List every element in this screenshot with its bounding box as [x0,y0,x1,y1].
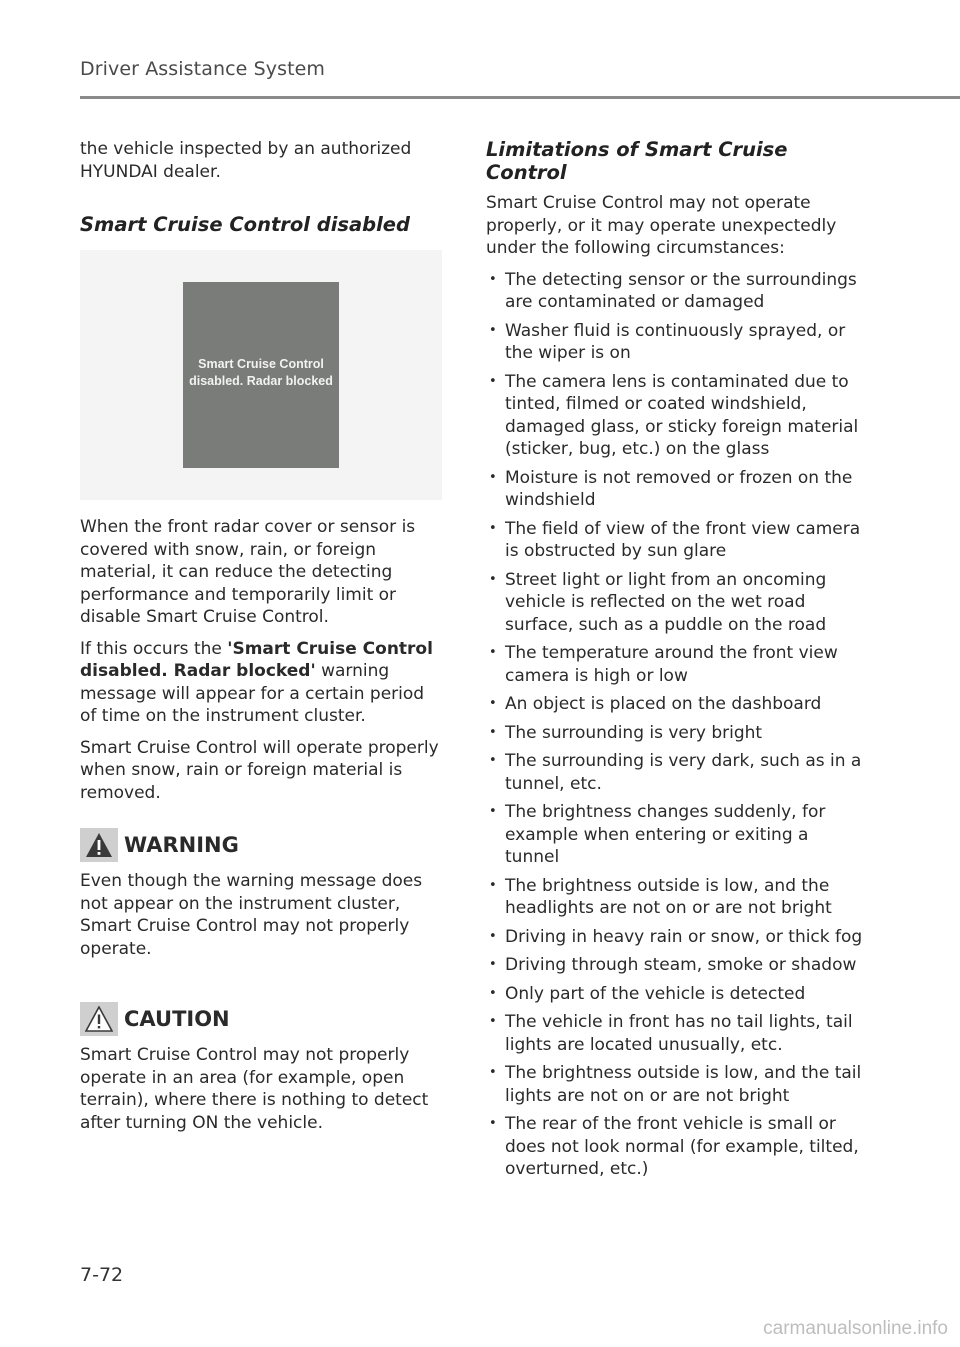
list-item: • The field of view of the front view camera is obstructed by sun glare [486,518,866,563]
warning-message-suffix: warning message will appear for a certain period of time on the instrument cluster. [80,661,425,726]
list-item: • The detecting sensor or the surroundings are contaminated or damaged [486,269,866,314]
warning-label: WARNING [124,833,239,857]
warning-text: Even though the warning message does not appear on the instrument cluster, Smart Cruise Control may not properly operate. [80,871,423,959]
left-column [80,138,445,1143]
caution-triangle-icon [80,1002,118,1036]
list-item: • The temperature around the front view camera is high or low [486,642,866,687]
list-item: • Driving through steam, smoke or shadow [486,954,866,977]
list-item: • Driving in heavy rain or snow, or thick fog [486,926,866,949]
right-column [486,138,866,1187]
warning-message-paragraph [80,638,445,728]
cluster-display-message: Smart Cruise Control disabled. Radar blocked [189,357,333,388]
list-item: • An object is placed on the dashboard [486,693,866,716]
page-number: 7-72 [80,1264,124,1286]
radar-blocked-paragraph: When the front radar cover or sensor is covered with snow, rain, or foreign material, it can reduce the detecting performance and temporarily limit or disable Smart Cruise Control. [80,517,416,627]
cluster-message-figure [80,250,442,500]
limitations-intro: Smart Cruise Control may not operate properly, or it may operate unexpectedly under the following circumstances: [486,193,837,258]
watermark-link[interactable]: carmanualsonline.info [763,1318,948,1339]
header-divider [80,96,960,99]
list-item: • The brightness outside is low, and the tail lights are not on or are not bright [486,1062,866,1107]
cluster-display-screen [183,282,339,468]
section-heading-limitations: Limitations of Smart Cruise Control [486,138,788,184]
list-item: • The vehicle in front has no tail lights, tail lights are located unusually, etc. [486,1011,866,1056]
limitations-list [486,269,866,1181]
warning-triangle-icon [80,828,118,862]
warning-message-quote: 'Smart Cruise Control disabled. Radar blocked' [80,638,433,681]
list-item: • The rear of the front vehicle is small or does not look normal (for example, tilted, overturned, etc.) [486,1113,866,1181]
list-item: • The camera lens is contaminated due to tinted, filmed or coated windshield, damaged glass, or sticky foreign material (sticker, bug, etc.) on the glass [486,371,866,461]
list-item: • Washer fluid is continuously sprayed, or the wiper is on [486,320,866,365]
list-item: • The surrounding is very bright [486,722,866,745]
intro-paragraph: the vehicle inspected by an authorized HYUNDAI dealer. [80,139,412,182]
list-item: • Only part of the vehicle is detected [486,983,866,1006]
warning-message-prefix: If this occurs the [80,638,228,659]
list-item: • The brightness outside is low, and the headlights are not on or are not bright [486,875,866,920]
operate-properly-paragraph: Smart Cruise Control will operate properly when snow, rain or foreign material is removed. [80,737,439,803]
warning-notice-header [80,828,445,862]
page-header-title: Driver Assistance System [80,58,326,80]
caution-label: CAUTION [124,1007,230,1031]
list-item: • Street light or light from an oncoming vehicle is reflected on the wet road surface, such as a puddle on the road [486,569,866,637]
list-item: • The brightness changes suddenly, for example when entering or exiting a tunnel [486,801,866,869]
list-item: • The surrounding is very dark, such as in a tunnel, etc. [486,750,866,795]
section-heading-scc-disabled: Smart Cruise Control disabled [80,213,410,236]
list-item: • Moisture is not removed or frozen on the windshield [486,467,866,512]
caution-notice-header [80,1002,445,1036]
caution-text: Smart Cruise Control may not properly operate in an area (for example, open terrain), where there is nothing to detect after turning ON the vehicle. [80,1045,429,1133]
